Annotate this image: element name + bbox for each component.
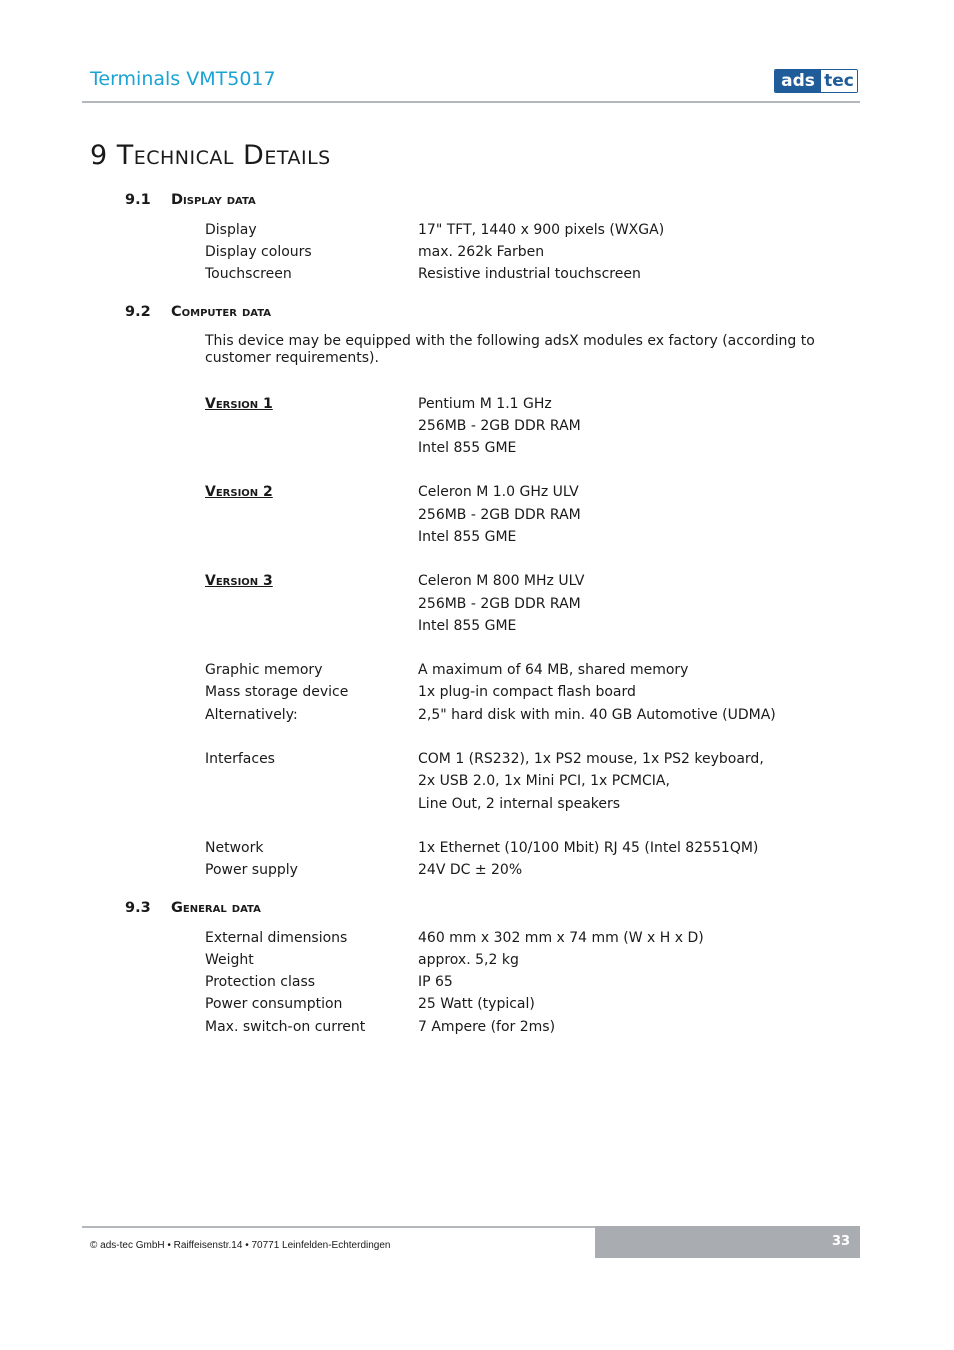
- company-logo: [774, 69, 858, 93]
- spec-key: Max. switch-on current: [205, 1019, 366, 1035]
- spec-value: Celeron M 1.0 GHz ULV: [418, 484, 579, 500]
- spec-value: A maximum of 64 MB, shared memory: [418, 662, 689, 678]
- section-heading-general: [125, 900, 261, 916]
- spec-key: Network: [205, 840, 264, 856]
- spec-value: Resistive industrial touchscreen: [418, 266, 641, 282]
- spec-value: Intel 855 GME: [418, 529, 517, 545]
- spec-value: IP 65: [418, 974, 453, 990]
- spec-value: 1x plug-in compact flash board: [418, 684, 636, 700]
- spec-value: Pentium M 1.1 GHz: [418, 396, 552, 412]
- footer-page-box: [595, 1226, 860, 1258]
- section-number: 9.3: [125, 900, 151, 916]
- spec-key: Power consumption: [205, 996, 343, 1012]
- footer-copyright: © ads-tec GmbH • Raiffeisenstr.14 • 70771 Leinfelden-Echterdingen: [90, 1240, 391, 1251]
- logo-right-text: tec: [821, 70, 857, 92]
- footer-rule: [82, 1226, 595, 1228]
- spec-value: Intel 855 GME: [418, 618, 517, 634]
- spec-value: max. 262k Farben: [418, 244, 545, 260]
- spec-value: Line Out, 2 internal speakers: [418, 796, 621, 812]
- spec-value: 2x USB 2.0, 1x Mini PCI, 1x PCMCIA,: [418, 773, 670, 789]
- header-rule: [82, 101, 860, 103]
- version-1-label: Version 1: [205, 396, 273, 412]
- version-2-label: Version 2: [205, 484, 273, 500]
- chapter-title: 9 Technical Details: [90, 140, 331, 171]
- page-number: 33: [832, 1234, 851, 1249]
- section-title: Display data: [171, 192, 256, 208]
- spec-value: 256MB - 2GB DDR RAM: [418, 418, 581, 434]
- section-title: Computer data: [171, 304, 271, 320]
- computer-intro: This device may be equipped with the following adsX modules ex factory (according to customer requirements).: [205, 333, 815, 366]
- spec-key: Alternatively:: [205, 707, 298, 723]
- section-number: 9.2: [125, 304, 151, 320]
- header-title: Terminals VMT5017: [90, 68, 276, 90]
- version-3-label: Version 3: [205, 573, 273, 589]
- spec-value: 17" TFT, 1440 x 900 pixels (WXGA): [418, 222, 665, 238]
- spec-key: Interfaces: [205, 751, 275, 767]
- section-number: 9.1: [125, 192, 151, 208]
- spec-key: Display colours: [205, 244, 312, 260]
- spec-key: Weight: [205, 952, 254, 968]
- section-title: General data: [171, 900, 261, 916]
- spec-value: Intel 855 GME: [418, 440, 517, 456]
- spec-value: Celeron M 800 MHz ULV: [418, 573, 585, 589]
- spec-key: Mass storage device: [205, 684, 349, 700]
- spec-value: 24V DC ± 20%: [418, 862, 523, 878]
- spec-key: External dimensions: [205, 930, 348, 946]
- logo-left-text: ads: [775, 70, 821, 92]
- spec-value: 256MB - 2GB DDR RAM: [418, 507, 581, 523]
- spec-value: 1x Ethernet (10/100 Mbit) RJ 45 (Intel 82551QM): [418, 840, 759, 856]
- section-heading-computer: [125, 304, 271, 320]
- spec-key: Protection class: [205, 974, 316, 990]
- spec-key: Touchscreen: [205, 266, 292, 282]
- spec-value: 460 mm x 302 mm x 74 mm (W x H x D): [418, 930, 704, 946]
- spec-value: 7 Ampere (for 2ms): [418, 1019, 556, 1035]
- spec-value: 256MB - 2GB DDR RAM: [418, 596, 581, 612]
- spec-value: 25 Watt (typical): [418, 996, 535, 1012]
- spec-value: 2,5" hard disk with min. 40 GB Automotive (UDMA): [418, 707, 776, 723]
- section-heading-display: [125, 192, 256, 208]
- spec-value: approx. 5,2 kg: [418, 952, 519, 968]
- spec-value: COM 1 (RS232), 1x PS2 mouse, 1x PS2 keyboard,: [418, 751, 764, 767]
- spec-key: Graphic memory: [205, 662, 323, 678]
- spec-key: Power supply: [205, 862, 298, 878]
- spec-key: Display: [205, 222, 257, 238]
